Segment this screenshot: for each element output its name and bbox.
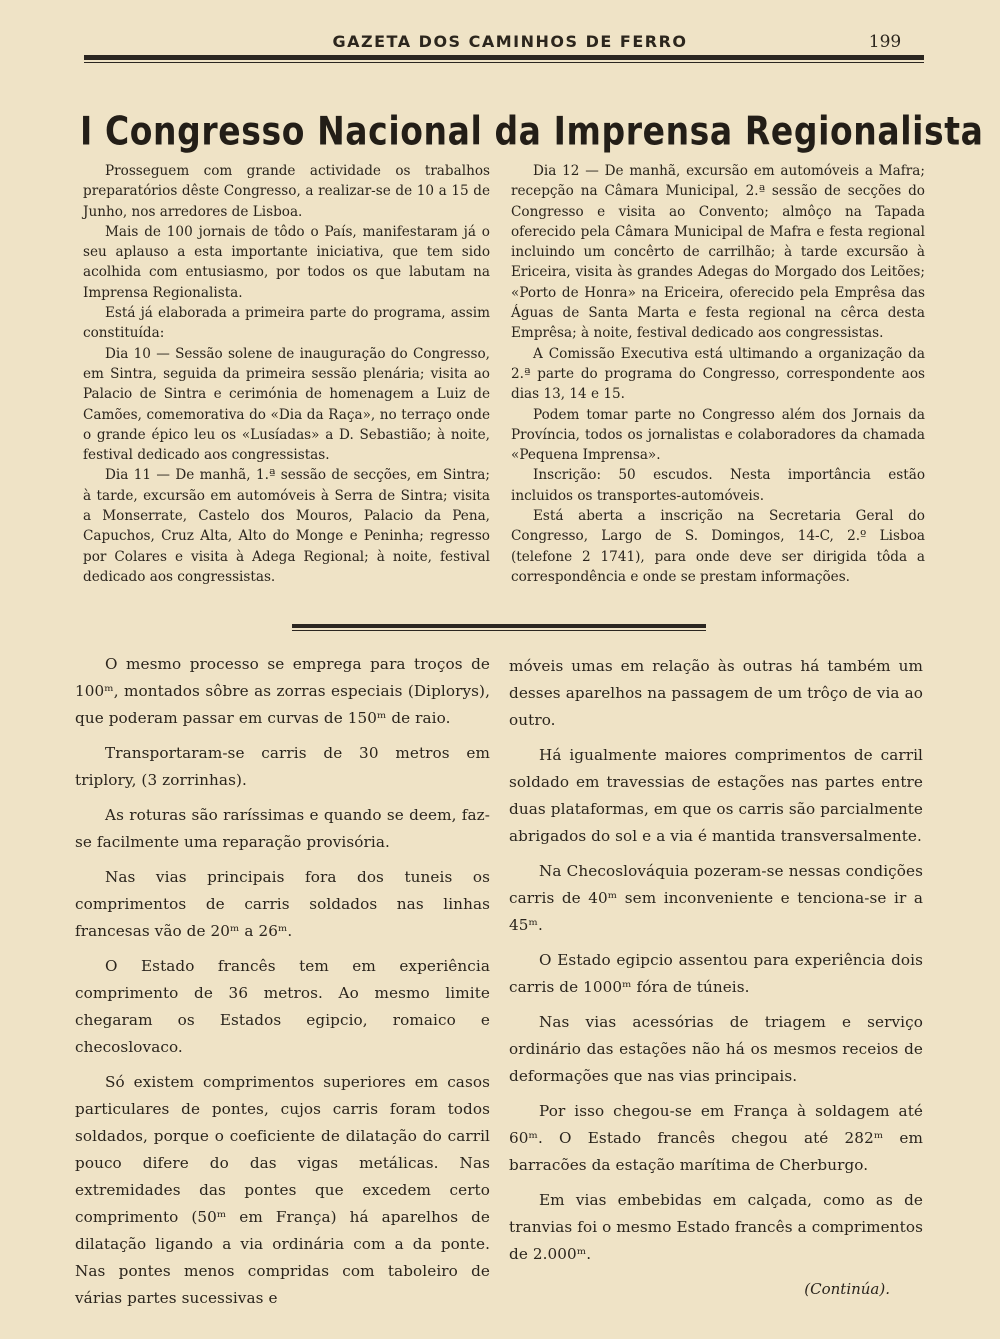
paragraph: Inscrição: 50 escudos. Nesta importância estão incluidos os transportes-automóveis. xyxy=(511,467,925,504)
paragraph: O Estado francês tem em experiência comprimento de 36 metros. Ao mesmo limite chegaram os Estados egipcio, romaico e checoslovaco. xyxy=(75,957,490,1056)
paragraph: Em vias embebidas em calçada, como as de tranvias foi o mesmo Estado francês a comprimentos de 2.000ᵐ. xyxy=(509,1191,923,1263)
paragraph: O Estado egipcio assentou para experiência dois carris de 1000ᵐ fóra de túneis. xyxy=(509,951,923,996)
paragraph: As roturas são raríssimas e quando se deem, faz-se facilmente uma reparação provisória. xyxy=(75,806,490,851)
paragraph: Na Checoslováquia pozeram-se nessas condições carris de 40ᵐ sem inconveniente e tenciona-se ir a 45ᵐ. xyxy=(509,862,923,934)
paragraph: Prosseguem com grande actividade os trabalhos preparatórios dêste Congresso, a realizar-se de 10 a 15 de Junho, nos arredores de Lisboa. xyxy=(83,163,490,220)
continuation-left-column xyxy=(75,651,490,1320)
header-rule xyxy=(84,55,924,63)
paragraph: Nas vias principais fora dos tuneis os comprimentos de carris soldados nas linhas francesas vão de 20ᵐ a 26ᵐ. xyxy=(75,868,490,940)
paragraph: Dia 10 — Sessão solene de inauguração do Congresso, em Sintra, seguida da primeira sessão plenária; visita ao Palacio de Sintra e cerimónia de homenagem a Luiz de Camões, comemorativa do «Dia da Raça», no terraço onde o grande épico leu os «Lusíadas» a D. Sebastião; à noite, festival dedicado aos congressistas. xyxy=(83,345,490,464)
paragraph: Dia 12 — De manhã, excursão em automóveis a Mafra; recepção na Câmara Municipal, 2.ª sessão de secções do Congresso e visita ao Convento; almôço na Tapada oferecido pela Câmara Municipal de Mafra e festa regional incluindo um concêrto de carrilhão; à tarde excursão à Ericeira, visita às grandes Adegas do Morgado dos Leitões; «Porto de Honra» na Ericeira, oferecido pela Emprêsa das Águas de Santa Marta e festa regional na cêrca desta Emprêsa; à noite, festival dedicado aos congressistas. xyxy=(511,163,925,342)
paragraph: Por isso chegou-se em França à soldagem até 60ᵐ. O Estado francês chegou até 282ᵐ em barracões da estação marítima de Cherburgo. xyxy=(509,1102,923,1174)
paragraph: Transportaram-se carris de 30 metros em triplory, (3 zorrinhas). xyxy=(75,744,490,789)
running-head: GAZETA DOS CAMINHOS DE FERRO xyxy=(332,32,688,51)
paragraph: O mesmo processo se emprega para troços de 100ᵐ, montados sôbre as zorras especiais (Diplorys), que poderam passar em curvas de 150ᵐ de raio. xyxy=(75,655,490,727)
continued-note: (Continúa). xyxy=(804,1280,890,1298)
paragraph: Só existem comprimentos superiores em casos particulares de pontes, cujos carris foram todos soldados, porque o coeficiente de dilatação do carril pouco difere do das vigas metálicas. Nas extremidades das pontes que excedem certo comprimento (50ᵐ em França) há aparelhos de dilatação ligando a via ordinária com a da ponte. Nas pontes menos compridas com taboleiro de várias partes sucessivas e xyxy=(75,1073,490,1307)
paragraph: A Comissão Executiva está ultimando a organização da 2.ª parte do programa do Congresso, correspondente aos dias 13, 14 e 15. xyxy=(511,345,925,403)
continuation-right-column xyxy=(509,653,923,1276)
paragraph: Podem tomar parte no Congresso além dos Jornais da Província, todos os jornalistas e colaboradores da chamada «Pequena Imprensa». xyxy=(511,406,925,464)
paragraph: Está já elaborada a primeira parte do programa, assim constituída: xyxy=(83,305,490,342)
article-left-column xyxy=(83,161,490,587)
paragraph: Mais de 100 jornais de tôdo o País, manifestaram já o seu aplauso a esta importante iniciativa, que tem sido acolhida com entusiasmo, por todos os que labutam na Imprensa Regionalista. xyxy=(83,223,490,301)
paragraph: Nas vias acessórias de triagem e serviço ordinário das estações não há os mesmos receios de deformações que nas vias principais. xyxy=(509,1013,923,1085)
paragraph: Há igualmente maiores comprimentos de carril soldado em travessias de estações nas partes entre duas plataformas, em que os carris são parcialmente abrigados do sol e a via é mantida transversalmente. xyxy=(509,746,923,845)
page-number: 199 xyxy=(868,32,902,52)
article-right-column xyxy=(511,161,925,587)
paragraph: Está aberta a inscrição na Secretaria Geral do Congresso, Largo de S. Domingos, 14-C, 2.º Lisboa (telefone 2 1741), para onde deve ser dirigida tôda a correspondência e onde se prestam informações. xyxy=(511,508,925,585)
article-title: I Congresso Nacional da Imprensa Regionalista xyxy=(80,108,984,155)
paragraph: móveis umas em relação às outras há também um desses aparelhos na passagem de um trôço de via ao outro. xyxy=(509,657,923,729)
paragraph: Dia 11 — De manhã, 1.ª sessão de secções, em Sintra; à tarde, excursão em automóveis à Serra de Sintra; visita a Monserrate, Castelo dos Mouros, Palacio da Pena, Capuchos, Cruz Alta, Alto do Monge e Peninha; regresso por Colares e visita à Adega Regional; à noite, festival dedicado aos congressistas. xyxy=(83,467,490,585)
section-divider xyxy=(292,624,706,631)
